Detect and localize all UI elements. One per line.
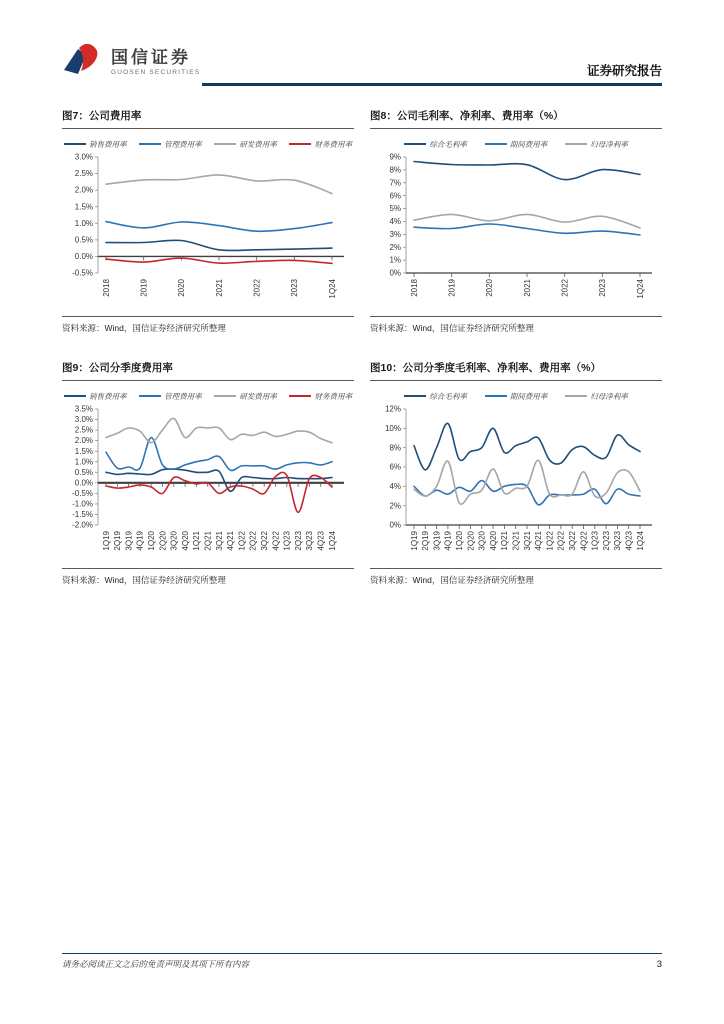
figure-legend bbox=[370, 390, 662, 402]
svg-text:3Q22: 3Q22 bbox=[260, 531, 269, 551]
svg-text:2020: 2020 bbox=[485, 279, 495, 297]
svg-text:-1.0%: -1.0% bbox=[72, 499, 93, 509]
figure-legend bbox=[62, 138, 354, 150]
legend-label: 管理费用率 bbox=[164, 139, 202, 149]
legend-item bbox=[485, 139, 548, 150]
svg-text:4Q22: 4Q22 bbox=[271, 531, 281, 551]
legend-item bbox=[214, 139, 277, 150]
legend-item bbox=[289, 391, 352, 402]
svg-text:1Q24: 1Q24 bbox=[327, 279, 337, 299]
svg-text:2Q22: 2Q22 bbox=[248, 531, 258, 551]
svg-text:8%: 8% bbox=[389, 443, 401, 453]
svg-text:3Q23: 3Q23 bbox=[305, 531, 315, 551]
svg-text:3Q21: 3Q21 bbox=[214, 531, 224, 551]
svg-text:0.0%: 0.0% bbox=[74, 252, 93, 262]
figure-fig8 bbox=[370, 108, 662, 334]
legend-line-swatch bbox=[289, 143, 311, 145]
legend-label: 管理费用率 bbox=[164, 391, 202, 401]
figure-legend bbox=[62, 390, 354, 402]
legend-label: 销售费用率 bbox=[89, 139, 127, 149]
svg-text:2022: 2022 bbox=[252, 279, 262, 297]
svg-text:3Q23: 3Q23 bbox=[613, 531, 623, 551]
line-chart-svg bbox=[370, 151, 662, 315]
svg-text:2023: 2023 bbox=[290, 279, 300, 297]
svg-text:1Q19: 1Q19 bbox=[101, 531, 111, 551]
figure-source: 资料来源：Wind，国信证券经济研究所整理 bbox=[370, 568, 662, 586]
brand-logo bbox=[62, 43, 200, 82]
guosen-logo-icon bbox=[62, 43, 102, 82]
legend-item bbox=[139, 139, 202, 150]
figure-plot bbox=[370, 151, 662, 315]
svg-text:4Q19: 4Q19 bbox=[135, 531, 145, 551]
svg-text:0.5%: 0.5% bbox=[74, 467, 93, 477]
svg-text:2022: 2022 bbox=[560, 279, 570, 297]
figure-plot bbox=[62, 151, 354, 315]
legend-label: 研发费用率 bbox=[239, 391, 277, 401]
line-chart-svg bbox=[62, 151, 354, 315]
legend-line-swatch bbox=[214, 395, 236, 397]
svg-text:4Q20: 4Q20 bbox=[488, 531, 498, 551]
svg-text:-0.5%: -0.5% bbox=[72, 268, 93, 278]
svg-text:4Q23: 4Q23 bbox=[316, 531, 326, 551]
line-chart-svg bbox=[370, 403, 662, 567]
svg-text:1Q23: 1Q23 bbox=[590, 531, 600, 551]
legend-line-swatch bbox=[485, 143, 507, 145]
svg-text:2Q21: 2Q21 bbox=[511, 531, 521, 551]
legend-item bbox=[139, 391, 202, 402]
header-divider bbox=[202, 83, 662, 86]
legend-line-swatch bbox=[565, 395, 587, 397]
svg-text:12%: 12% bbox=[384, 404, 401, 414]
figure-source: 资料来源：Wind，国信证券经济研究所整理 bbox=[62, 568, 354, 586]
figure-plot bbox=[370, 403, 662, 567]
svg-text:2Q22: 2Q22 bbox=[556, 531, 566, 551]
brand-name-cn: 国信证券 bbox=[111, 47, 191, 67]
svg-text:6%: 6% bbox=[389, 462, 401, 472]
figure-source: 资料来源：Wind，国信证券经济研究所整理 bbox=[62, 316, 354, 334]
legend-label: 财务费用率 bbox=[314, 391, 352, 401]
svg-text:2Q20: 2Q20 bbox=[158, 531, 168, 551]
svg-text:3Q19: 3Q19 bbox=[432, 531, 442, 551]
svg-text:4%: 4% bbox=[389, 217, 401, 227]
figure-title: 图8：公司毛利率、净利率、费用率（%） bbox=[370, 108, 662, 129]
svg-text:0.5%: 0.5% bbox=[74, 235, 93, 245]
legend-line-swatch bbox=[289, 395, 311, 397]
legend-item bbox=[404, 391, 467, 402]
svg-text:2021: 2021 bbox=[522, 279, 532, 297]
figure-fig9 bbox=[62, 360, 354, 586]
legend-item bbox=[64, 391, 127, 402]
svg-text:2Q19: 2Q19 bbox=[113, 531, 123, 551]
svg-text:-0.5%: -0.5% bbox=[72, 488, 93, 498]
svg-text:2Q21: 2Q21 bbox=[203, 531, 213, 551]
svg-text:2Q19: 2Q19 bbox=[421, 531, 431, 551]
legend-item bbox=[64, 139, 127, 150]
report-type-label: 证券研究报告 bbox=[586, 64, 662, 78]
figure-fig7 bbox=[62, 108, 354, 334]
svg-text:2%: 2% bbox=[389, 242, 401, 252]
legend-line-swatch bbox=[139, 395, 161, 397]
charts-grid bbox=[62, 108, 662, 586]
svg-text:2018: 2018 bbox=[101, 279, 111, 297]
svg-text:1.0%: 1.0% bbox=[74, 457, 93, 467]
svg-text:-1.5%: -1.5% bbox=[72, 510, 93, 520]
svg-text:3Q21: 3Q21 bbox=[522, 531, 532, 551]
svg-text:3%: 3% bbox=[389, 229, 401, 239]
brand-text bbox=[111, 49, 200, 77]
svg-text:0%: 0% bbox=[389, 268, 401, 278]
svg-text:1.5%: 1.5% bbox=[74, 202, 93, 212]
page-header bbox=[62, 36, 662, 82]
svg-text:3Q22: 3Q22 bbox=[568, 531, 577, 551]
svg-text:1Q19: 1Q19 bbox=[409, 531, 419, 551]
figure-title: 图10：公司分季度毛利率、净利率、费用率（%） bbox=[370, 360, 662, 381]
svg-text:10%: 10% bbox=[384, 423, 401, 433]
page-footer bbox=[62, 953, 662, 970]
svg-text:2.5%: 2.5% bbox=[74, 425, 93, 435]
figure-source: 资料来源：Wind，国信证券经济研究所整理 bbox=[370, 316, 662, 334]
legend-line-swatch bbox=[404, 143, 426, 145]
svg-text:6%: 6% bbox=[389, 191, 401, 201]
disclaimer-text: 请务必阅读正文之后的免责声明及其项下所有内容 bbox=[62, 959, 250, 969]
svg-text:1Q23: 1Q23 bbox=[282, 531, 292, 551]
svg-text:8%: 8% bbox=[389, 165, 401, 175]
legend-line-swatch bbox=[485, 395, 507, 397]
svg-text:2Q23: 2Q23 bbox=[293, 531, 303, 551]
legend-line-swatch bbox=[139, 143, 161, 145]
page-number: 3 bbox=[656, 959, 662, 970]
legend-line-swatch bbox=[64, 395, 86, 397]
legend-label: 综合毛利率 bbox=[429, 391, 467, 401]
svg-text:3.0%: 3.0% bbox=[74, 415, 93, 425]
svg-text:4Q19: 4Q19 bbox=[443, 531, 453, 551]
svg-text:2%: 2% bbox=[389, 501, 401, 511]
legend-item bbox=[214, 391, 277, 402]
legend-label: 归母净利率 bbox=[590, 391, 628, 401]
svg-text:1Q24: 1Q24 bbox=[327, 531, 337, 551]
svg-text:1Q24: 1Q24 bbox=[635, 279, 645, 299]
svg-text:1.0%: 1.0% bbox=[74, 218, 93, 228]
figure-title: 图7：公司费用率 bbox=[62, 108, 354, 129]
svg-text:3Q20: 3Q20 bbox=[477, 531, 487, 551]
svg-text:0.0%: 0.0% bbox=[74, 478, 93, 488]
svg-text:2.0%: 2.0% bbox=[74, 185, 93, 195]
svg-text:3Q20: 3Q20 bbox=[169, 531, 179, 551]
svg-text:1Q22: 1Q22 bbox=[237, 531, 247, 551]
legend-label: 销售费用率 bbox=[89, 391, 127, 401]
svg-text:2Q23: 2Q23 bbox=[601, 531, 611, 551]
legend-item bbox=[565, 391, 628, 402]
svg-text:7%: 7% bbox=[389, 178, 401, 188]
svg-text:1Q21: 1Q21 bbox=[192, 531, 202, 551]
svg-text:2020: 2020 bbox=[177, 279, 187, 297]
legend-item bbox=[485, 391, 548, 402]
svg-text:5%: 5% bbox=[389, 204, 401, 214]
svg-text:2021: 2021 bbox=[214, 279, 224, 297]
svg-text:1Q20: 1Q20 bbox=[147, 531, 156, 551]
svg-text:4%: 4% bbox=[389, 481, 401, 491]
figure-legend bbox=[370, 138, 662, 150]
figure-fig10 bbox=[370, 360, 662, 586]
legend-line-swatch bbox=[214, 143, 236, 145]
svg-text:3.5%: 3.5% bbox=[74, 404, 93, 414]
svg-text:2Q20: 2Q20 bbox=[466, 531, 476, 551]
legend-label: 综合毛利率 bbox=[429, 139, 467, 149]
svg-text:1.5%: 1.5% bbox=[74, 446, 93, 456]
svg-text:4Q23: 4Q23 bbox=[624, 531, 634, 551]
legend-item bbox=[404, 139, 467, 150]
svg-text:4Q21: 4Q21 bbox=[226, 531, 236, 551]
svg-text:1Q24: 1Q24 bbox=[635, 531, 645, 551]
legend-label: 归母净利率 bbox=[590, 139, 628, 149]
legend-item bbox=[289, 139, 352, 150]
svg-text:2023: 2023 bbox=[598, 279, 608, 297]
svg-text:1Q22: 1Q22 bbox=[545, 531, 555, 551]
svg-text:1Q21: 1Q21 bbox=[500, 531, 510, 551]
svg-text:3Q19: 3Q19 bbox=[124, 531, 134, 551]
legend-line-swatch bbox=[565, 143, 587, 145]
svg-text:4Q21: 4Q21 bbox=[534, 531, 544, 551]
figure-plot bbox=[62, 403, 354, 567]
brand-name-en: GUOSEN SECURITIES bbox=[111, 69, 201, 77]
legend-item bbox=[565, 139, 628, 150]
legend-line-swatch bbox=[404, 395, 426, 397]
legend-label: 期间费用率 bbox=[509, 391, 548, 401]
legend-label: 期间费用率 bbox=[509, 139, 548, 149]
legend-label: 研发费用率 bbox=[239, 139, 277, 149]
legend-line-swatch bbox=[64, 143, 86, 145]
svg-text:2019: 2019 bbox=[139, 279, 149, 297]
line-chart-svg bbox=[62, 403, 354, 567]
svg-text:4Q20: 4Q20 bbox=[180, 531, 190, 551]
svg-text:0%: 0% bbox=[389, 520, 401, 530]
svg-text:2.5%: 2.5% bbox=[74, 169, 93, 179]
svg-text:2.0%: 2.0% bbox=[74, 436, 93, 446]
svg-text:2019: 2019 bbox=[447, 279, 457, 297]
svg-text:2018: 2018 bbox=[409, 279, 419, 297]
svg-text:1Q20: 1Q20 bbox=[455, 531, 464, 551]
legend-label: 财务费用率 bbox=[314, 139, 352, 149]
svg-text:9%: 9% bbox=[389, 152, 401, 162]
svg-text:1%: 1% bbox=[389, 255, 401, 265]
svg-text:4Q22: 4Q22 bbox=[579, 531, 589, 551]
svg-text:3.0%: 3.0% bbox=[74, 152, 93, 162]
svg-text:-2.0%: -2.0% bbox=[72, 520, 93, 530]
figure-title: 图9：公司分季度费用率 bbox=[62, 360, 354, 381]
